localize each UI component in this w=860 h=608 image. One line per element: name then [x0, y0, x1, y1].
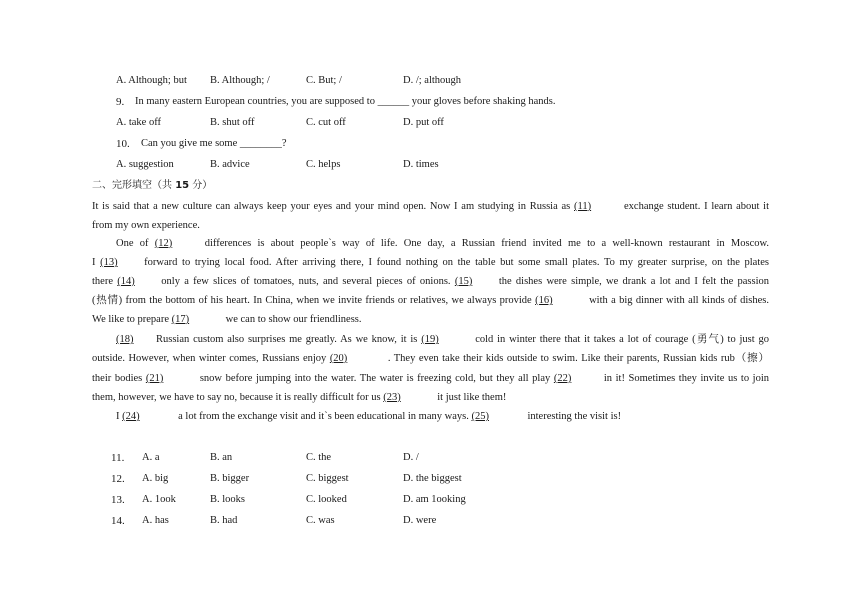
passage-line-12: I (24) a lot from the exchange visit and it`s been educational in many ways. (25) interesting the visit is!	[116, 411, 622, 422]
q11-number: 11.	[111, 452, 125, 464]
blank-20: (20)	[329, 353, 348, 364]
q8-option-b: B. Although; /	[210, 75, 270, 86]
q8-option-a: A. Although; but	[116, 75, 187, 86]
blank-18: (18)	[116, 334, 134, 345]
q10-number: 10.	[116, 138, 130, 150]
q11-option-d: D. /	[403, 452, 419, 463]
blank-16: (16)	[535, 295, 553, 306]
q13-option-c: C. looked	[306, 494, 347, 505]
section-2-score: 15	[175, 180, 190, 191]
q9-stem: In many eastern European countries, you are supposed to ______ your gloves before shaking hands.	[135, 96, 556, 107]
q11-option-c: C. the	[306, 452, 332, 463]
blank-11: (11)	[574, 201, 592, 212]
passage-line-4: I (13) forward to trying local food. After arriving there, I found nothing on the table but some small plates. To my greater surprise, on the plates	[92, 257, 769, 268]
q9-option-a: A. take off	[116, 117, 161, 128]
q10-option-b: B. advice	[210, 159, 250, 170]
q8-option-d: D. /; although	[403, 75, 462, 86]
passage-line-5: there (14) only a few slices of tomatoes, nuts, and several pieces of onions. (15) the dishes were simple, we drank a lot and I felt the passion	[92, 276, 770, 287]
q12-option-d: D. the biggest	[403, 473, 462, 484]
q9-option-d: D. put off	[403, 117, 444, 128]
blank-14: (14)	[117, 276, 135, 287]
section-2-heading	[92, 179, 212, 193]
q13-option-a: A. 1ook	[142, 494, 176, 505]
blank-15: (15)	[454, 276, 473, 287]
q10-option-d: D. times	[403, 159, 439, 170]
blank-13: (13)	[100, 257, 118, 268]
passage-line-2: from my own experience.	[92, 220, 200, 231]
q11-option-a: A. a	[142, 452, 160, 463]
q12-option-b: B. bigger	[210, 473, 250, 484]
q10-option-a: A. suggestion	[116, 159, 174, 170]
passage-line-7: We like to prepare (17) we can to show our friendliness.	[92, 314, 362, 325]
q10-option-c: C. helps	[306, 159, 341, 170]
passage-line-1: It is said that a new culture can always keep your eyes and your mind open. Now I am studying in Russia as (11) exchange student. I learn about it	[92, 201, 769, 212]
q9-option-b: B. shut off	[210, 117, 255, 128]
q10-stem: Can you give me some ________?	[141, 138, 287, 149]
passage-line-10: their bodies (21) snow before jumping into the water. The water is freezing cold, but they all play (22) in it! Sometimes they invite us to join	[92, 373, 769, 384]
q14-number: 14.	[111, 515, 125, 527]
q13-number: 13.	[111, 494, 125, 506]
blank-22: (22)	[553, 373, 572, 384]
passage-line-9: outside. However, when winter comes, Russians enjoy (20) . They even take their kids outside to swim. Like their parents, Russian kids rub（擦）	[92, 353, 770, 364]
q8-option-c: C. But; /	[306, 75, 342, 86]
section-2-suffix: 分）	[189, 180, 213, 191]
q13-option-b: B. looks	[210, 494, 246, 505]
blank-24: (24)	[122, 411, 140, 422]
q14-option-d: D. were	[403, 515, 437, 526]
blank-21: (21)	[145, 373, 164, 384]
q9-number: 9.	[116, 96, 125, 108]
blank-12: (12)	[154, 238, 173, 249]
passage-line-3: One of (12) differences is about people`s way of life. One day, a Russian friend invited me to a well-known restaurant in Moscow.	[116, 238, 770, 249]
section-2-prefix: 二、完形填空（共	[92, 180, 176, 191]
passage-line-11: them, however, we have to say no, because it is really difficult for us (23) it just like them!	[92, 392, 507, 403]
q11-option-b: B. an	[210, 452, 233, 463]
passage-line-8: (18) Russian custom also surprises me greatly. As we know, it is (19) cold in winter there that it takes a lot of courage (勇气) to just go	[116, 334, 770, 345]
q12-number: 12.	[111, 473, 125, 485]
q9-option-c: C. cut off	[306, 117, 346, 128]
q12-option-a: A. big	[142, 473, 169, 484]
q14-option-c: C. was	[306, 515, 335, 526]
q14-option-a: A. has	[142, 515, 169, 526]
blank-25: (25)	[471, 411, 489, 422]
blank-23: (23)	[383, 392, 401, 403]
blank-17: (17)	[171, 314, 190, 325]
passage-line-6: (热情) from the bottom of his heart. In China, when we invite friends or relatives, we always provide (16) with a big dinner with all kinds of dishes.	[92, 295, 770, 306]
q13-option-d: D. am 1ooking	[403, 494, 466, 505]
q12-option-c: C. biggest	[306, 473, 349, 484]
q14-option-b: B. had	[210, 515, 238, 526]
blank-19: (19)	[421, 334, 439, 345]
